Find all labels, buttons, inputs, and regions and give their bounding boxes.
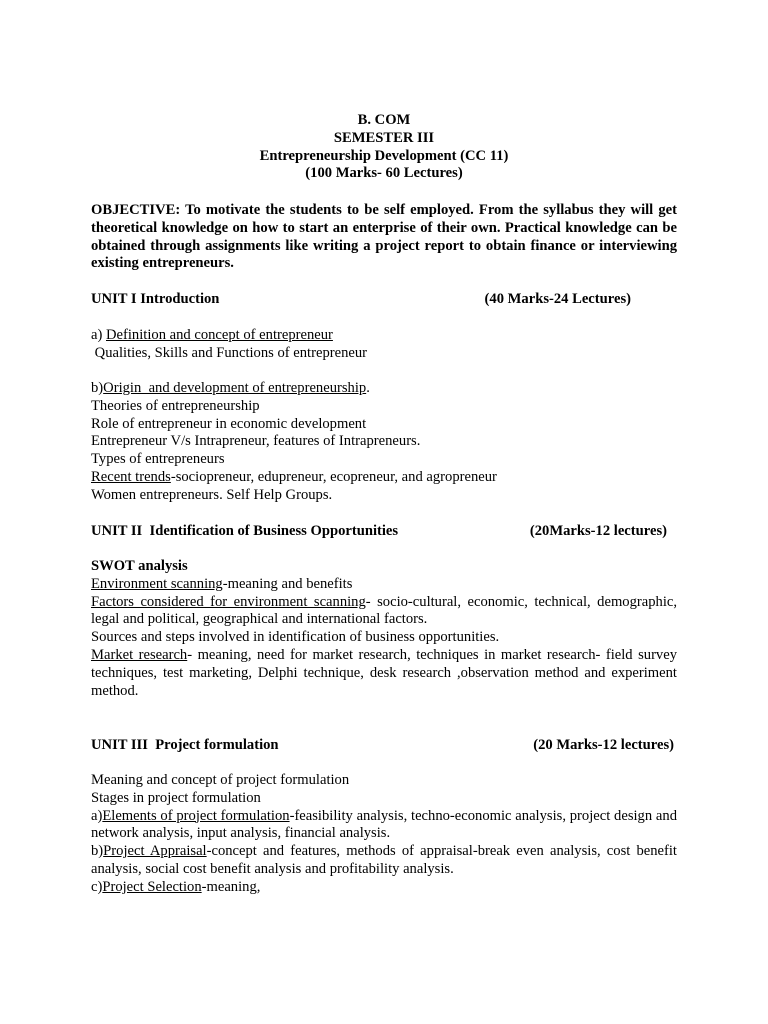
unit1-b-prefix: b) [91, 380, 104, 396]
subject-title: Entrepreneurship Development (CC 11) [259, 147, 509, 164]
unit3-marks: (20 Marks-12 lectures) [533, 737, 674, 753]
project-stages-line: Stages in project formulation [91, 789, 261, 806]
unit2-marks: (20Marks-12 lectures) [529, 523, 667, 539]
unit3-title: UNIT III Project formulation [91, 737, 279, 753]
unit2-body [91, 558, 677, 700]
objective-paragraph: OBJECTIVE: To motivate the students to be self employed. From the syllabus they will get theoretical knowledge on how to start an enterprise of their own. Practical knowledge can be obtained through assignments like writing a project report to obtain finance or interviewing existing entrepreneurs. [91, 202, 677, 272]
unit1-section-a [91, 327, 677, 363]
unit1-marks: (40 Marks-24 Lectures) [484, 291, 631, 307]
unit3-heading [91, 737, 674, 755]
list-item: Theories of entrepreneurship [91, 397, 260, 414]
elements-topic: Elements of project formulation [102, 807, 290, 824]
appraisal-detail: -concept and features, methods of appraisal-break even analysis, cost benefit analysis, social cost benefit analysis and profitability analysis. [91, 843, 677, 877]
course-title: B. COM [357, 112, 411, 128]
project-meaning-line: Meaning and concept of project formulation [91, 772, 350, 788]
document-header [91, 112, 677, 183]
unit1-heading [91, 291, 631, 309]
elements-detail: -feasibility analysis, techno-economic analysis, project design and network analysis, input analysis, financial analysis. [91, 807, 678, 842]
swot-heading: SWOT analysis [91, 558, 188, 574]
unit1-a-topic: Definition and concept of entrepreneur [106, 327, 333, 343]
factors-detail: - socio-cultural, economic, technical, demographic, legal and political, geographical and international factors. [91, 593, 677, 628]
unit3-a-prefix: a) [91, 807, 103, 824]
unit1-b-suffix: . [366, 380, 370, 396]
total-marks: (100 Marks- 60 Lectures) [305, 165, 463, 182]
recent-trends-detail: -sociopreneur, edupreneur, ecopreneur, and agropreneur [170, 468, 497, 485]
selection-detail: -meaning, [201, 878, 261, 895]
unit2-title: UNIT II Identification of Business Opportunities [91, 523, 399, 539]
market-research-topic: Market research [91, 646, 188, 663]
unit3-body [91, 772, 677, 897]
unit1-title: UNIT I Introduction [91, 291, 220, 307]
sources-line: Sources and steps involved in identification of business opportunities. [91, 629, 500, 646]
environment-scanning-topic: Environment scanning [91, 575, 223, 592]
unit1-section-b [91, 380, 677, 505]
list-item: Role of entrepreneur in economic development [91, 415, 367, 432]
market-research-detail: - meaning, need for market research, techniques in market research- field survey techniques, test marketing, Delphi technique, desk research ,observation method and experiment method. [91, 646, 677, 699]
environment-scanning-detail: -meaning and benefits [222, 575, 353, 592]
appraisal-topic: Project Appraisal [103, 843, 207, 860]
unit1-a-subtopic: Qualities, Skills and Functions of entrepreneur [91, 344, 368, 361]
unit1-a-prefix: a) [91, 327, 106, 343]
factors-topic: Factors considered for environment scanning [91, 593, 366, 610]
list-item: Types of entrepreneurs [91, 451, 225, 468]
semester-title: SEMESTER III [333, 129, 435, 146]
unit2-heading [91, 523, 667, 541]
selection-topic: Project Selection [102, 878, 202, 895]
list-item: Women entrepreneurs. Self Help Groups. [91, 486, 333, 503]
list-item: Entrepreneur V/s Intrapreneur, features of Intrapreneurs. [91, 433, 421, 450]
unit1-b-topic: Origin and development of entrepreneurship [103, 380, 367, 396]
unit3-b-prefix: b) [91, 843, 104, 860]
recent-trends-topic: Recent trends [91, 468, 171, 485]
unit3-c-prefix: c) [91, 878, 103, 895]
